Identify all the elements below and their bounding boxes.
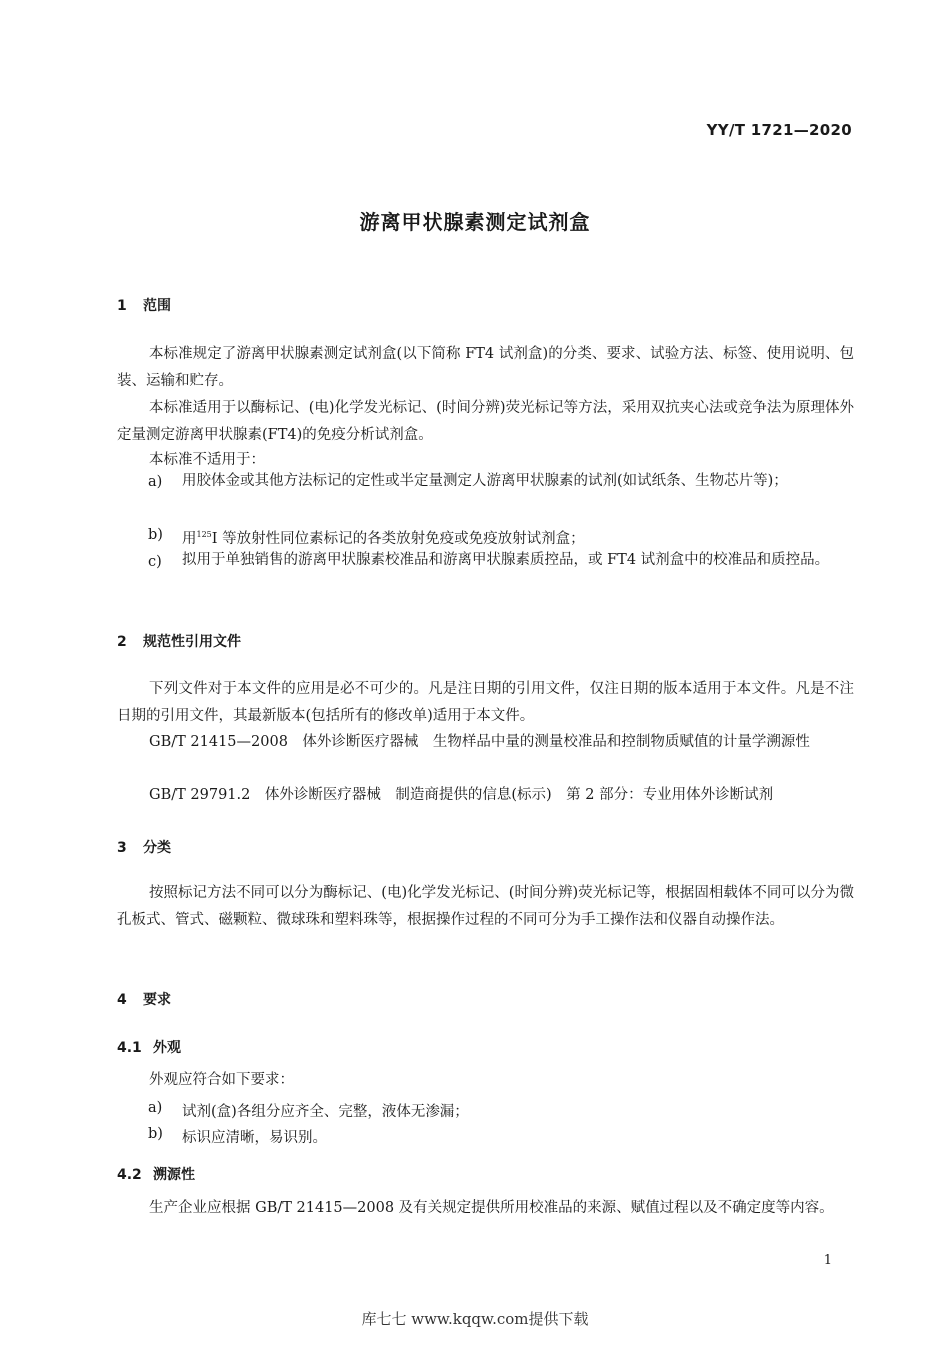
list-item-b-text: I 等放射性同位素标记的各类放射免疫或免疫放射试剂盒； [211, 531, 585, 547]
reference-gbt-21415: GB/T 21415—2008 体外诊断医疗器械 生物样品中量的测量校准品和控制物质赋值的计量学溯源性 [149, 734, 810, 750]
scope-paragraph-3: 本标准不适用于： [149, 452, 265, 468]
isotope-mass-number: 125 [196, 530, 212, 540]
standard-code: YY/T 1721—2020 [706, 121, 852, 139]
list-marker: b) [148, 1126, 163, 1142]
section-number: 4 [117, 992, 127, 1008]
section-4-heading [117, 989, 171, 1009]
list-item-a: 用胶体金或其他方法标记的定性或半定量测定人游离甲状腺素的试剂(如试纸条、生物芯片等)； [182, 473, 788, 489]
subsection-4-1-heading [117, 1037, 181, 1057]
list-marker: b) [148, 527, 163, 543]
subsection-number: 4.1 [117, 1040, 142, 1056]
traceability-paragraph: 生产企业应根据 GB/T 21415—2008 及有关规定提供所用校准品的来源、赋值过程以及不确定度等内容。 [149, 1200, 834, 1216]
list-marker: a) [148, 1100, 163, 1116]
classification-paragraph: 按照标记方法不同可以分为酶标记、(电)化学发光标记、(时间分辨)荧光标记等，根据固相载体不同可以分为微孔板式、管式、磁颗粒、微球珠和塑料珠等，根据操作过程的不同可分为手工操作法和仪器自动操作法。 [117, 885, 854, 928]
references-intro: 下列文件对于本文件的应用是必不可少的。凡是注日期的引用文件，仅注日期的版本适用于本文件。凡是不注日期的引用文件，其最新版本(包括所有的修改单)适用于本文件。 [117, 681, 854, 724]
document-title: 游离甲状腺素测定试剂盒 [359, 210, 591, 234]
list-item-b-prefix: 用 [182, 531, 197, 547]
subsection-title: 溯源性 [153, 1167, 195, 1183]
download-footer: 库七七 www.kqqw.com提供下载 [361, 1310, 589, 1328]
section-1-heading [117, 295, 171, 315]
appearance-item-b: 标识应清晰，易识别。 [182, 1130, 327, 1146]
section-title: 分类 [143, 840, 171, 856]
appearance-intro: 外观应符合如下要求： [149, 1072, 294, 1088]
scope-paragraph-2: 本标准适用于以酶标记、(电)化学发光标记、(时间分辨)荧光标记等方法，采用双抗夹心法或竞争法为原理体外定量测定游离甲状腺素(FT4)的免疫分析试剂盒。 [117, 400, 854, 443]
section-title: 范围 [143, 298, 171, 314]
section-number: 2 [117, 634, 127, 650]
section-number: 1 [117, 298, 127, 314]
section-3-heading [117, 837, 171, 857]
list-marker: a) [148, 474, 163, 490]
list-item-b [182, 527, 585, 548]
section-title: 规范性引用文件 [143, 634, 241, 650]
scope-paragraph-1: 本标准规定了游离甲状腺素测定试剂盒(以下简称 FT4 试剂盒)的分类、要求、试验方法、标签、使用说明、包装、运输和贮存。 [117, 346, 854, 389]
list-item-c: 拟用于单独销售的游离甲状腺素校准品和游离甲状腺素质控品，或 FT4 试剂盒中的校准品和质控品。 [182, 552, 830, 568]
section-title: 要求 [143, 992, 171, 1008]
subsection-number: 4.2 [117, 1167, 142, 1183]
subsection-title: 外观 [153, 1040, 181, 1056]
section-number: 3 [117, 840, 127, 856]
section-2-heading [117, 631, 241, 651]
appearance-item-a: 试剂(盒)各组分应齐全、完整，液体无渗漏； [182, 1104, 469, 1120]
subsection-4-2-heading [117, 1164, 195, 1184]
reference-gbt-29791: GB/T 29791.2 体外诊断医疗器械 制造商提供的信息(标示) 第 2 部分：专业用体外诊断试剂 [149, 787, 774, 803]
page-number: 1 [823, 1253, 832, 1268]
list-marker: c) [148, 554, 162, 570]
